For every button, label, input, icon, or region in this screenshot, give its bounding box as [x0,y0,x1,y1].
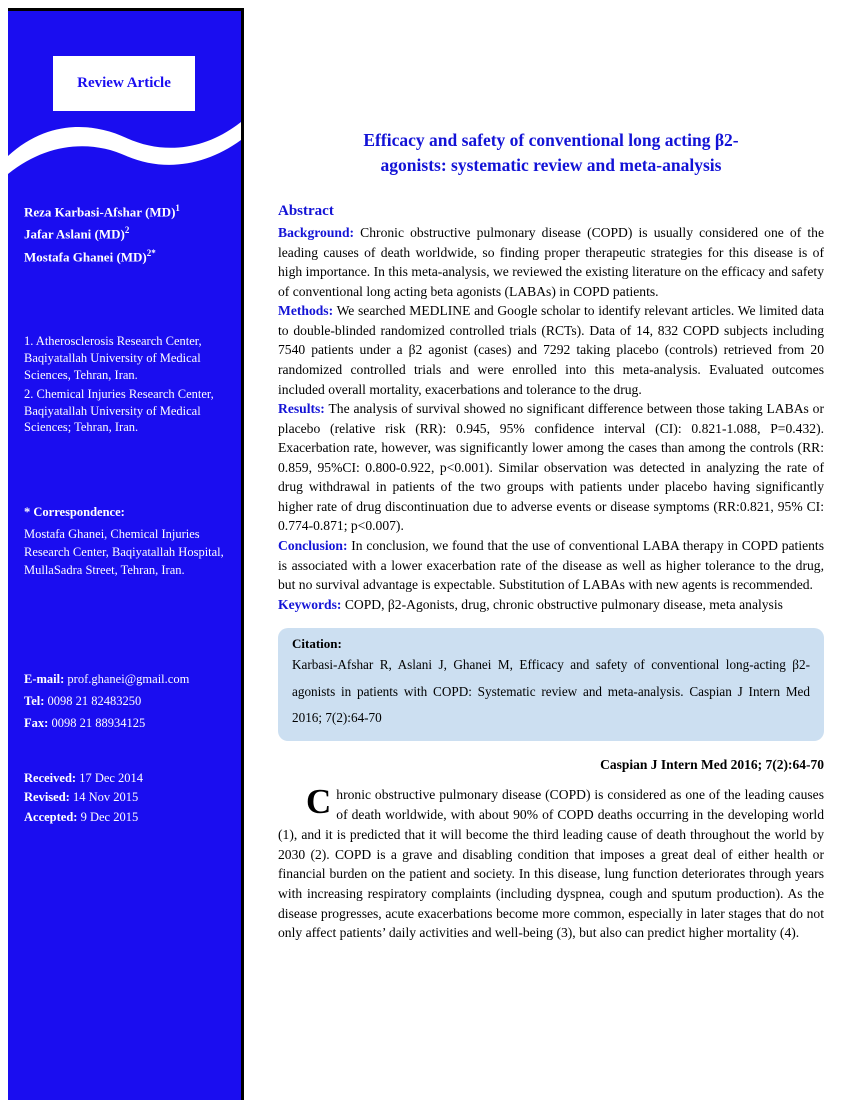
keywords-text: COPD, β2-Agonists, drug, chronic obstructive pulmonary disease, meta analysis [341,596,783,612]
fax-line [24,713,235,735]
abstract-conclusion [278,536,824,595]
author-affil-mark: 1 [175,203,180,213]
methods-label: Methods: [278,303,334,319]
keywords-line [278,595,824,615]
introduction-text: hronic obstructive pulmonary disease (COPD) is considered as one of the leading causes of death worldwide, with about 90% of COPD deaths occurring in the developing world (1), and it is predicted that it will become the third leading cause of death throughout the world by 2030 (2). COPD is a grave and disabling condition that imposes a great deal of either health or financial burden on the patient and society. In this disease, lung function deteriorates through years with increasing respiratory complaints (including dyspnea, cough and sputum production). As the disease progresses, acute exacerbations become more common, especially in later stages that do not only affect patients’ daily activities and well-being (3), but also can predict higher mortality (4). [278,787,824,941]
correspondence-label: * Correspondence: [24,505,125,519]
results-label: Results: [278,401,325,417]
received-label: Received: [24,771,77,785]
correspondence-text: Mostafa Ghanei, Chemical Injuries Research Center, Baqiyatallah Hospital, MullaSadra Street, Tehran, Iran. [24,527,224,578]
contact-block [24,669,235,735]
correspondence-block [24,503,233,580]
history-dates [24,769,235,827]
tel-label: Tel: [24,693,45,708]
journal-reference: Caspian J Intern Med 2016; 7(2):64-70 [600,757,824,773]
article-type-label: Review Article [77,75,171,91]
revised-label: Revised: [24,790,70,805]
article-title-line: Efficacy and safety of conventional long acting β2- [363,130,739,150]
email-label: E-mail: [24,672,65,686]
drop-cap: C [306,782,332,822]
received-value: 17 Dec 2014 [79,771,144,785]
author-list [24,201,233,268]
keywords-label: Keywords: [278,596,342,612]
author-name: Reza Karbasi-Afshar (MD) [24,204,176,220]
author-name: Jafar Aslani (MD) [24,226,125,242]
fax-value: 0098 21 88934125 [51,715,146,730]
author-affil-mark: 2 [124,225,130,236]
email-value: prof.ghanei@gmail.com [67,672,190,686]
results-text: The analysis of survival showed no significant difference between those taking LABAs or placebo (relative risk (RR): 0.945, 95% confidence interval (CI): 0.821-1.088, P=0.432). Exacerbation rate, however, was significantly lower among the cases than among the controls (RR: 0.859, 95%CI: 0.800-0.922, p<0.001). Similar observation was detected in analyzing the rate of drug withdrawal in patients of the two groups with patients under placebo having significantly higher rate of drug discontinuation due to adverse events or disease symptoms (RR:0.821, 95% CI: 0.774-0.871; p<0.007). [278,401,824,534]
abstract-background [278,223,824,301]
decorative-wave [8,114,241,182]
revised-value: 14 Nov 2015 [72,790,139,805]
abstract-methods [278,301,824,399]
background-text: Chronic obstructive pulmonary disease (COPD) is usually considered one of the leading causes of death worldwide, so finding proper therapeutic strategies for this disease is of high importance. In this meta-analysis, we reviewed the existing literature on the efficacy and safety of conventional long acting beta agonists (LABAs) in COPD patients. [278,225,824,299]
email-line [24,669,235,691]
author-name: Mostafa Ghanei (MD) [24,249,147,265]
tel-line [24,691,235,713]
conclusion-label: Conclusion: [278,538,348,553]
author-line [24,223,233,245]
article-title-line: agonists: systematic review and meta-analysis [380,154,722,175]
accepted-line [24,808,235,827]
abstract-heading: Abstract [278,203,334,219]
citation-label: Citation: [292,636,342,652]
fax-label: Fax: [24,715,49,730]
tel-value: 0098 21 82483250 [47,693,142,708]
author-affil-mark: 2* [146,247,156,258]
background-label: Background: [278,225,355,240]
conclusion-text: In conclusion, we found that the use of conventional LABA therapy in COPD patients is associated with a lower exacerbation rate of the disease as well as higher tolerance to the drug, but no survival advantage is expectable. Substitution of LABAs with new agents is recommended. [278,538,824,593]
sidebar [8,8,244,1100]
introduction-paragraph [278,782,824,943]
affiliation-item: 1. Atherosclerosis Research Center, Baqiyatallah University of Medical Sciences, Tehran, Iran. [24,334,202,382]
author-line [24,246,233,268]
affiliation-item: 2. Chemical Injuries Research Center, Baqiyatallah University of Medical Sciences; Tehran, Iran. [24,386,214,435]
affiliations [24,333,235,438]
abstract-results [278,399,824,536]
accepted-value: 9 Dec 2015 [80,809,139,824]
article-type-badge [53,56,195,111]
accepted-label: Accepted: [24,809,78,824]
citation-text: Karbasi-Afshar R, Aslani J, Ghanei M, Efficacy and safety of conventional long-acting β2-agonists in patients with COPD: Systematic review and meta-analysis. Caspian J Intern Med 2016; 7(2):64-70 [292,657,810,726]
revised-line [24,788,235,807]
author-line [24,201,233,223]
article-title [284,128,818,177]
citation-box [278,628,824,741]
methods-text: We searched MEDLINE and Google scholar to identify relevant articles. We limited data to double-blinded randomized controlled trials (RCTs). Data of 14, 832 COPD subjects including 7540 patients under a β2 agonist (cases) and 7292 taking placebo (controls) retrieved from 20 randomized controlled trials and were enrolled into this meta-analysis. Evaluated outcomes included overall mortality, exacerbations and tolerance to the drug. [278,303,824,397]
received-line [24,769,235,788]
article-body [278,128,824,957]
